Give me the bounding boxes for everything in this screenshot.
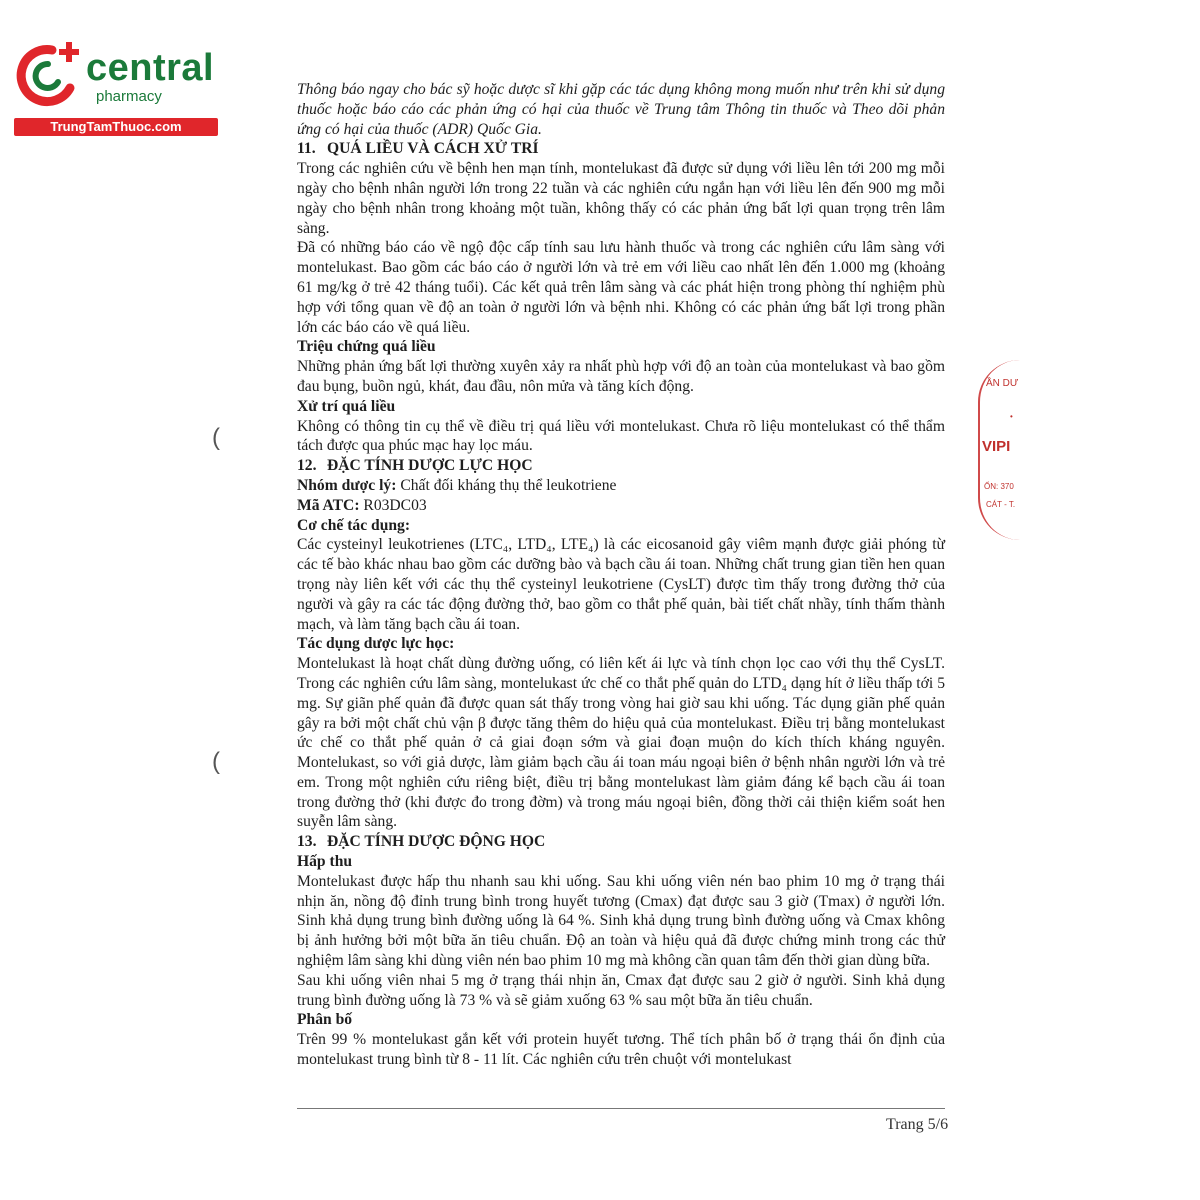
section-title: QUÁ LIỀU VÀ CÁCH XỬ TRÍ bbox=[327, 140, 539, 158]
punch-mark-top: ( bbox=[212, 424, 220, 451]
section-title: ĐẶC TÍNH DƯỢC ĐỘNG HỌC bbox=[327, 833, 546, 851]
logo-brand-text: central bbox=[86, 47, 215, 89]
section-number: 11. bbox=[297, 140, 316, 158]
atc-value: R03DC03 bbox=[363, 496, 427, 514]
group-label: Nhóm dược lý: bbox=[297, 476, 397, 494]
stamp-text-2: VIPI bbox=[982, 438, 1011, 455]
section-12-paragraph-1: Các cysteinyl leukotrienes (LTC₄, LTD₄, LTE₄) là các eicosanoid gây viêm mạnh được giải phóng từ các tế bào khác nhau bao gồm các dưỡng bào và bạch cầu ái toan. Những chất trung gian tiền hen quan trọng này liên kết với các thụ thể cysteinyl leukotriene (CysLT) được tìm thấy trong đường thở của người và gây ra các tác động đường thở, bao gồm co thắt phế quản, bài tiết chất nhầy, tính thấm thành mạch, và làm tăng bạch cầu ái toan. bbox=[297, 536, 945, 633]
pharmacodynamics-subheading: Tác dụng dược lực học: bbox=[297, 635, 455, 653]
stamp-text-4: CÁT - T. bbox=[986, 500, 1016, 509]
mechanism-subheading: Cơ chế tác dụng: bbox=[297, 516, 411, 534]
red-stamp bbox=[978, 360, 1020, 540]
section-number: 12. bbox=[297, 457, 317, 475]
stamp-text-1: ẦN DƯ bbox=[986, 378, 1019, 389]
section-13-paragraph-3: Trên 99 % montelukast gắn kết với protein huyết tương. Thể tích phân bố ở trạng thái ổn định của montelukast trung bình từ 8 - 11 lít. Các nghiên cứu trên chuột với montelukast bbox=[297, 1031, 945, 1069]
logo-site-band: TrungTamThuoc.com bbox=[14, 118, 218, 136]
stamp-dot: • bbox=[1010, 412, 1013, 421]
group-value: Chất đối kháng thụ thể leukotriene bbox=[400, 476, 617, 494]
stamp-text-3: ỐN: 370 bbox=[984, 482, 1014, 491]
section-12-heading bbox=[297, 456, 945, 476]
overdose-management-subheading: Xử trí quá liều bbox=[297, 397, 396, 415]
page-number: Trang 5/6 bbox=[886, 1116, 949, 1133]
central-pharmacy-logo bbox=[8, 36, 218, 136]
section-11-paragraph-2: Đã có những báo cáo về ngộ độc cấp tính sau lưu hành thuốc và trong các nghiên cứu lâm sàng với montelukast. Bao gồm các báo cáo ở người lớn và trẻ em với liều cao nhất lên đến 1.000 mg (khoảng 61 mg/kg ở trẻ 42 tháng tuổi). Các kết quả trên lâm sàng và các phát hiện trong phòng thí nghiệm phù hợp với tổng quan về độ an toàn ở người lớn và bệnh nhi. Không có các phản ứng bất lợi trong phần lớn các báo cáo về quá liều. bbox=[297, 239, 945, 336]
section-11-paragraph-4: Không có thông tin cụ thể về điều trị quá liều với montelukast. Chưa rõ liệu montelukast có thể thẩm tách được qua phúc mạc hay lọc máu. bbox=[297, 417, 945, 455]
section-11-paragraph-3: Những phản ứng bất lợi thường xuyên xảy ra nhất phù hợp với độ an toàn của montelukast và bao gồm đau bụng, buồn ngủ, khát, đau đầu, nôn mửa và tăng kích động. bbox=[297, 358, 945, 395]
section-title: ĐẶC TÍNH DƯỢC LỰC HỌC bbox=[327, 457, 533, 475]
pharmacologic-group bbox=[297, 476, 945, 496]
footer-divider bbox=[297, 1108, 945, 1109]
absorption-subheading: Hấp thu bbox=[297, 853, 353, 871]
logo-sub-text: pharmacy bbox=[96, 88, 162, 105]
atc-code bbox=[297, 496, 945, 516]
atc-label: Mã ATC: bbox=[297, 496, 360, 514]
overdose-symptoms-subheading: Triệu chứng quá liều bbox=[297, 338, 436, 356]
adr-notice: Thông báo ngay cho bác sỹ hoặc dược sĩ khi gặp các tác dụng không mong muốn như trên khi sử dụng thuốc hoặc báo cáo các phản ứng có hại của thuốc về Trung tâm Thông tin thuốc và Theo dõi phản ứng có hại của thuốc (ADR) Quốc Gia. bbox=[297, 81, 945, 138]
distribution-subheading: Phân bố bbox=[297, 1011, 353, 1029]
section-13-heading bbox=[297, 832, 945, 852]
section-13-paragraph-1: Montelukast được hấp thu nhanh sau khi uống. Sau khi uống viên nén bao phim 10 mg ở trạng thái nhịn ăn, nồng độ đỉnh trung bình trong huyết tương (Cmax) đạt được sau 3 giờ (Tmax) ở người lớn. Sinh khả dụng trung bình đường uống là 64 %. Sinh khả dụng trung bình đường uống và Cmax không bị ảnh hưởng bởi một bữa ăn tiêu chuẩn. Độ an toàn và hiệu quả đã được chứng minh trong các thử nghiệm lâm sàng khi dùng viên nén bao phim 10 mg mà không cần quan tâm đến thời gian dùng bữa. bbox=[297, 872, 945, 970]
leaflet-page-content bbox=[297, 80, 945, 1070]
section-11-heading bbox=[297, 139, 945, 159]
punch-mark-bottom: ( bbox=[212, 748, 220, 775]
section-13-paragraph-2: Sau khi uống viên nhai 5 mg ở trạng thái nhịn ăn, Cmax đạt được sau 2 giờ ở người. Sinh khả dụng trung bình đường uống là 73 % và sẽ giảm xuống 63 % sau một bữa ăn tiêu chuẩn. bbox=[297, 971, 945, 1009]
section-number: 13. bbox=[297, 833, 317, 851]
section-12-paragraph-2: Montelukast là hoạt chất dùng đường uống, có liên kết ái lực và tính chọn lọc cao với thụ thể CysLT. Trong các nghiên cứu lâm sàng, montelukast ức chế co thắt phế quản do LTD₄ dạng hít ở liều thấp tới 5 mg. Sự giãn phế quản đã được quan sát thấy trong vòng hai giờ sau khi uống. Tác dụng giãn phế quản gây ra bởi một chất chủ vận β được tăng thêm do hiệu quả của montelukast. Điều trị bằng montelukast ức chế co thắt phế quản ở cả giai đoạn sớm và giai đoạn muộn do kích thích kháng nguyên. Montelukast, so với giả dược, làm giảm bạch cầu ái toan máu ngoại biên ở bệnh nhân người lớn và trẻ em. Trong một nghiên cứu riêng biệt, điều trị bằng montelukast làm giảm đáng kể bạch cầu ái toan trong đường thở (khi được đo trong đờm) và trong máu ngoại biên, đồng thời cải thiện kiểm soát hen suyễn lâm sàng. bbox=[297, 655, 945, 831]
logo-symbol-icon bbox=[8, 36, 88, 116]
section-11-paragraph-1: Trong các nghiên cứu về bệnh hen mạn tính, montelukast đã được sử dụng với liều lên tới 200 mg mỗi ngày cho bệnh nhân người lớn trong 22 tuần và các nghiên cứu ngắn hạn với liều lên đến 900 mg mỗi ngày cho bệnh nhân trong khoảng một tuần, không thấy có các phản ứng bất lợi quan trọng trên lâm sàng. bbox=[297, 160, 945, 237]
